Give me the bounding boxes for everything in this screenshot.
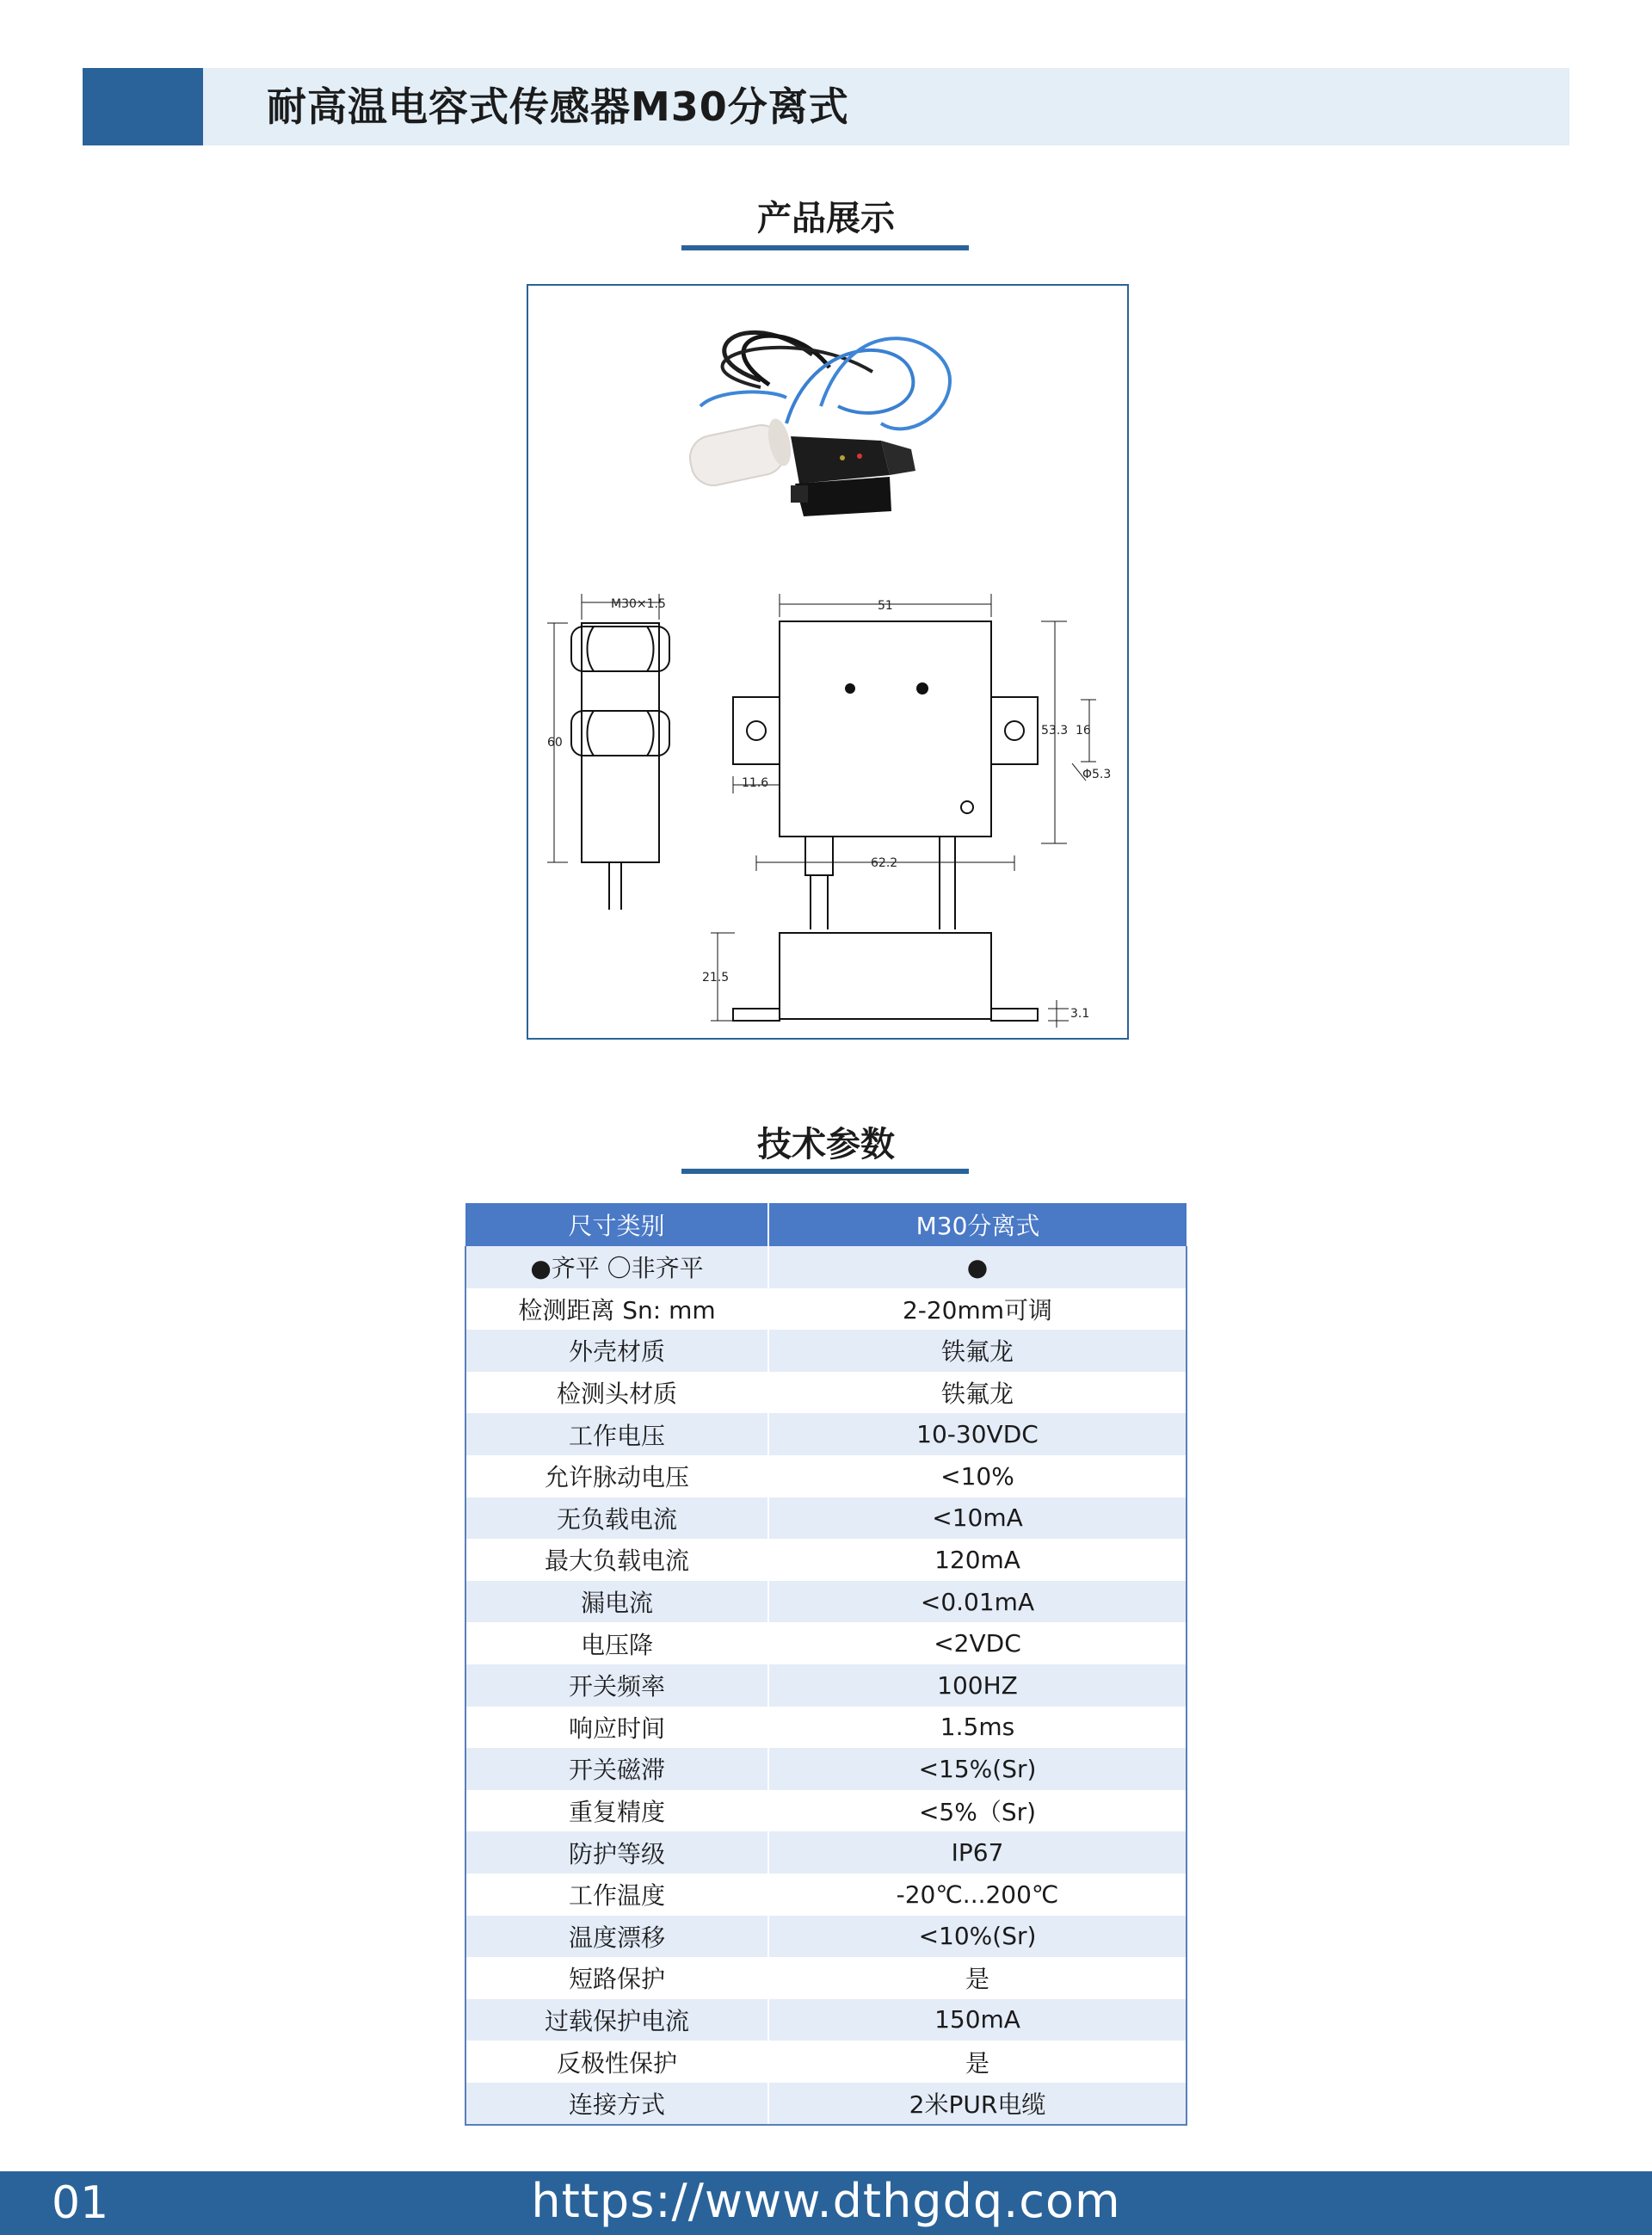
dim-hole-dia-label: Φ5.3 <box>1082 768 1112 781</box>
spec-param-value: 10-30VDC <box>768 1413 1187 1455</box>
spec-param-name: 电压降 <box>465 1622 768 1664</box>
dim-thickness-label: 21.5 <box>702 971 730 985</box>
dim-flange-label: 3.1 <box>1070 1007 1090 1021</box>
spec-param-name: 反极性保护 <box>465 2041 768 2083</box>
spec-param-value: ● <box>768 1246 1187 1288</box>
spec-param-name: 工作温度 <box>465 1874 768 1916</box>
spec-param-value: <10% <box>768 1455 1187 1497</box>
spec-header-category: 尺寸类别 <box>465 1203 768 1246</box>
spec-param-name: 开关磁滞 <box>465 1748 768 1790</box>
spec-param-value: 100HZ <box>768 1664 1187 1707</box>
spec-param-name: 短路保护 <box>465 1957 768 1999</box>
spec-param-name: ●齐平 〇非齐平 <box>465 1246 768 1288</box>
spec-param-name: 允许脉动电压 <box>465 1455 768 1497</box>
spec-param-name: 开关频率 <box>465 1664 768 1707</box>
table-row <box>465 2041 1187 2083</box>
spec-param-name: 检测头材质 <box>465 1372 768 1414</box>
table-row <box>465 1999 1187 2041</box>
spec-param-name: 响应时间 <box>465 1707 768 1749</box>
table-row <box>465 1622 1187 1664</box>
table-row <box>465 1957 1187 1999</box>
technical-drawing <box>547 594 1096 1028</box>
spec-param-value: -20℃...200℃ <box>768 1874 1187 1916</box>
spec-param-value: <10%(Sr) <box>768 1916 1187 1958</box>
table-row <box>465 1539 1187 1581</box>
spec-param-name: 外壳材质 <box>465 1330 768 1372</box>
table-row <box>465 1455 1187 1497</box>
dim-ear-label: 11.6 <box>742 776 769 790</box>
table-row <box>465 2083 1187 2126</box>
dim-length-label: 60 <box>547 736 563 750</box>
spec-param-name: 温度漂移 <box>465 1916 768 1958</box>
table-row <box>465 1790 1187 1832</box>
spec-table <box>465 1203 1187 2126</box>
spec-param-value: <15%(Sr) <box>768 1748 1187 1790</box>
section-title-product: 产品展示 <box>757 199 895 238</box>
table-row <box>465 1288 1187 1331</box>
spec-param-value: IP67 <box>768 1831 1187 1874</box>
header-accent-block <box>83 68 203 145</box>
spec-param-name: 工作电压 <box>465 1413 768 1455</box>
spec-param-value: <5%（Sr) <box>768 1790 1187 1832</box>
spec-header-model: M30分离式 <box>768 1203 1187 1246</box>
dim-height-label: 53.3 <box>1041 724 1069 738</box>
table-row <box>465 1831 1187 1874</box>
dim-hole-spacing-label: 16 <box>1076 724 1091 738</box>
dim-thread-label: M30×1.5 <box>611 597 666 611</box>
spec-param-value: 2米PUR电缆 <box>768 2083 1187 2126</box>
table-row <box>465 1497 1187 1540</box>
spec-param-name: 最大负载电流 <box>465 1539 768 1581</box>
spec-param-value: 120mA <box>768 1539 1187 1581</box>
spec-param-name: 连接方式 <box>465 2083 768 2126</box>
section-underline-product <box>681 245 969 250</box>
table-row <box>465 1581 1187 1623</box>
table-row <box>465 1413 1187 1455</box>
table-row <box>465 1874 1187 1916</box>
spec-param-value: <2VDC <box>768 1622 1187 1664</box>
spec-param-value: 1.5ms <box>768 1707 1187 1749</box>
table-row <box>465 1707 1187 1749</box>
spec-param-value: 是 <box>768 1957 1187 1999</box>
page-title: 耐高温电容式传感器M30分离式 <box>267 83 849 130</box>
spec-param-name: 重复精度 <box>465 1790 768 1832</box>
spec-param-value: 是 <box>768 2041 1187 2083</box>
table-row <box>465 1372 1187 1414</box>
spec-param-value: 2-20mm可调 <box>768 1288 1187 1331</box>
spec-param-value: 铁氟龙 <box>768 1372 1187 1414</box>
spec-param-name: 无负载电流 <box>465 1497 768 1540</box>
spec-param-name: 防护等级 <box>465 1831 768 1874</box>
spec-param-value: <0.01mA <box>768 1581 1187 1623</box>
spec-param-name: 过载保护电流 <box>465 1999 768 2041</box>
spec-param-value: <10mA <box>768 1497 1187 1540</box>
table-row <box>465 1916 1187 1958</box>
page-number: 01 <box>52 2177 109 2229</box>
section-title-specs: 技术参数 <box>757 1125 895 1164</box>
table-row <box>465 1748 1187 1790</box>
spec-param-value: 150mA <box>768 1999 1187 2041</box>
table-row <box>465 1664 1187 1707</box>
product-illustration <box>528 286 1131 1041</box>
table-row <box>465 1246 1187 1288</box>
product-frame <box>527 284 1129 1040</box>
product-photo <box>686 332 950 516</box>
table-row <box>465 1330 1187 1372</box>
spec-param-name: 检测距离 Sn: mm <box>465 1288 768 1331</box>
spec-param-value: 铁氟龙 <box>768 1330 1187 1372</box>
website-link[interactable]: https://www.dthgdq.com <box>531 2174 1121 2228</box>
dim-width-label: 51 <box>878 599 893 613</box>
spec-table-header-row <box>465 1203 1187 1246</box>
section-underline-specs <box>681 1169 969 1174</box>
spec-param-name: 漏电流 <box>465 1581 768 1623</box>
dim-mount-label: 62.2 <box>871 856 898 870</box>
